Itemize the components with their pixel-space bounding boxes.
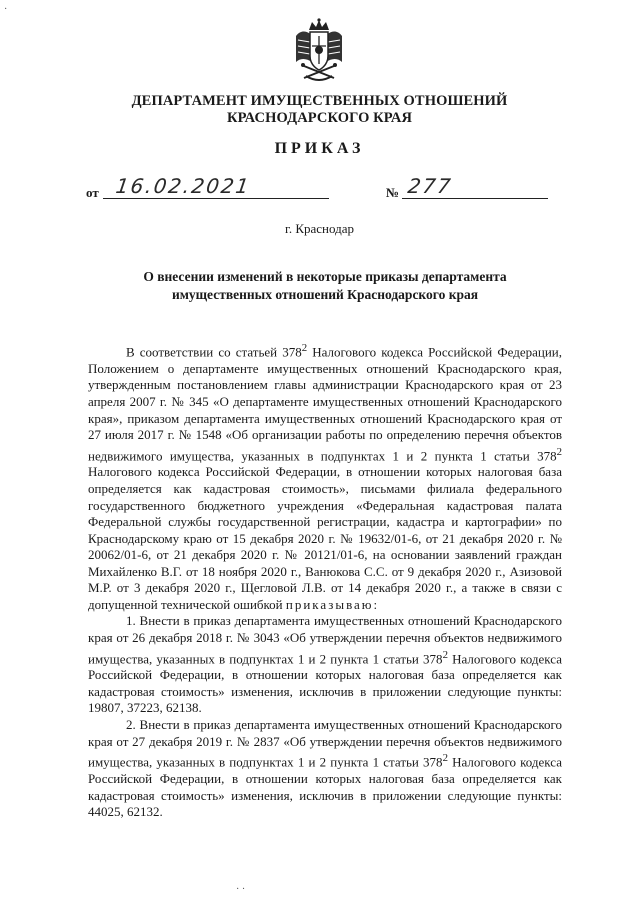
item-1-part-a: 1. Внести в приказ департамента имущественных отношений Краснодарского края от 26 декабря 2018 г. № 3043 «Об утверждении перечня объектов недвижимого имущества, указанных в подпунктах 1 и 2 пункта 1 статьи 378 bbox=[88, 613, 562, 666]
date-label: от bbox=[86, 185, 99, 200]
number-label: № bbox=[386, 185, 400, 200]
preamble-part-c: Налогового кодекса Российской Федерации, в отношении которых налоговая база определяется как кадастровая стоимость», письмами филиала федерального государственного бюджетного учреждения «Федеральная кадастровая палата Федеральной службы государственной регистрации, кадастра и картографии» по Краснодарскому краю от 15 декабря 2020 г. № 19632/01-6, от 21 декабря 2020 г. № 20062/01-6, от 21 декабря 2020 г. № 20121/01-6, на основании заявлений граждан Михайленко В.Г. от 18 ноября 2020 г., Ванюкова С.С. от 9 декабря 2020 г., Азизовой М.Р. от 3 декабря 2020 г., Щегловой Л.В. от 14 декабря 2020 г., а также в связи с допущенной технической ошибкой bbox=[88, 464, 562, 612]
preamble-part-a: В соответствии со статьей 378 bbox=[126, 344, 302, 360]
preamble-part-b: Налогового кодекса Российской Федерации, Положением о департаменте имущественных отношений Краснодарского края, утвержденным постановлением главы администрации Краснодарского края от 23 апреля 2007 г. № 345 «О департаменте имущественных отношений Краснодарского края», приказом департамента имущественных отношений Краснодарского края от 27 июля 2017 г. № 1548 «Об организации работы по определению перечня объектов недвижимого имущества, указанных в подпунктах 1 и 2 пункта 1 статьи 378 bbox=[88, 344, 562, 463]
order-subject bbox=[90, 268, 560, 304]
scan-speck: · bbox=[4, 4, 8, 15]
item-2-paragraph bbox=[88, 717, 562, 821]
date-number-row bbox=[86, 176, 556, 204]
handwritten-number: 277 bbox=[406, 174, 454, 198]
date-underline bbox=[103, 198, 329, 199]
item-2-part-b: Налогового кодекса Российской Федерации, в отношении которых налоговая база определяется как кадастровая стоимость» изменения, исключив в приложении следующие пункты: 44025, 62132. bbox=[88, 754, 562, 820]
coat-of-arms-icon bbox=[292, 18, 346, 84]
subject-line1: О внесении изменений в некоторые приказы департамента bbox=[143, 269, 507, 284]
department-name-line2: КРАСНОДАРСКОГО КРАЯ bbox=[226, 110, 413, 126]
article-superscript: 2 bbox=[556, 445, 562, 458]
preamble-paragraph bbox=[88, 340, 562, 613]
item-1-part-b: Налогового кодекса Российской Федерации, в отношении которых налоговая база определяется как кадастровая стоимость» изменения, исключив в приложении следующие пункты: 19807, 37223, 62138. bbox=[88, 650, 562, 716]
item-1-paragraph bbox=[88, 613, 562, 717]
order-word: приказываю bbox=[285, 596, 374, 612]
article-superscript: 2 bbox=[301, 342, 308, 354]
document-type-title: ПРИКАЗ bbox=[274, 140, 365, 157]
article-superscript: 2 bbox=[442, 648, 448, 661]
preamble-end: : bbox=[373, 596, 378, 612]
item-2-part-a: 2. Внести в приказ департамента имущественных отношений Краснодарского края от 27 декабря 2019 г. № 2837 «Об утверждении перечня объектов недвижимого имущества, указанных в подпунктах 1 и 2 пункта 1 статьи 378 bbox=[88, 717, 562, 770]
article-superscript: 2 bbox=[442, 752, 448, 765]
department-name-line1: ДЕПАРТАМЕНТ ИМУЩЕСТВЕННЫХ ОТНОШЕНИЙ bbox=[131, 93, 508, 109]
city-line: г. Краснодар bbox=[284, 221, 355, 236]
number-underline bbox=[402, 198, 548, 199]
scan-speck: · · bbox=[236, 884, 246, 895]
subject-line2: имущественных отношений Краснодарского края bbox=[171, 287, 479, 302]
handwritten-date: 16.02.2021 bbox=[114, 174, 253, 198]
order-body bbox=[88, 340, 562, 821]
